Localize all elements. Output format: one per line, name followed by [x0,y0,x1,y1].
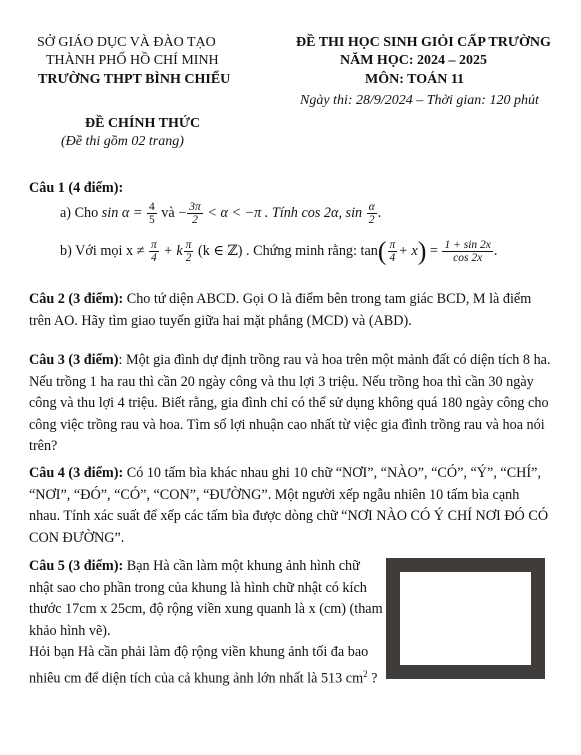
exam-date-time: Ngày thi: 28/9/2024 – Thời gian: 120 phút [300,93,539,108]
q1b-plus-k: + k [163,243,183,259]
q1a-end: . [377,205,382,221]
q4-line4: CON ĐƯỜNG”. [29,529,125,546]
q1a-sin: sin α = [101,205,143,221]
q1b-frac-pi-4 [149,239,159,264]
dept-name: SỞ GIÁO DỤC VÀ ĐÀO TẠO [37,35,216,50]
frac-num: π [389,239,396,252]
frac-den: 2 [185,252,192,265]
q4-paragraph [29,463,548,549]
q1b-condition: (k ∈ ℤ) . Chứng minh rằng: tan [197,243,378,259]
q1a-minus: − [178,205,187,221]
q1b-frac-pi-4b [388,239,398,264]
frac-num: π [185,239,192,252]
q4-line1: Có 10 tấm bìa khác nhau ghi 10 chữ “NƠI”, “NÀO”, “CÓ”, “Ý”, “CHÍ”, [123,465,541,481]
q5-line4: khảo hình vẽ). [29,622,111,639]
q5-line6: nhiêu cm để diện tích của cả khung ảnh lớn nhất là 513 cm [29,670,364,687]
q1a-and: và [161,205,175,221]
q1a-frac-4-5 [147,201,157,226]
frac-num: 4 [149,201,155,214]
q4-line3: nhau. Tính xác suất để xếp các tấm bìa được dòng chữ “NƠI NÀO CÓ Ý CHÍ NƠI ĐÓ CÓ [29,508,549,524]
q4-line2: “NƠI”, “ĐÓ”, “CÓ”, “CON”, “ĐƯỜNG”. Một người xếp ngẫu nhiên 10 tấm bìa cạnh [29,486,520,503]
q5-title: Câu 5 (3 điểm): [29,558,124,574]
official-label: ĐỀ CHÍNH THỨC [85,116,201,131]
q5-paragraph [29,556,383,690]
q1a-line [60,196,381,230]
school-name: TRƯỜNG THPT BÌNH CHIỂU [38,72,231,87]
q1b-line [60,234,497,268]
exam-title: ĐỀ THI HỌC SINH GIỎI CẤP TRƯỜNG [296,35,551,50]
q5-superscript: 2 [363,668,368,679]
q2-paragraph [29,289,531,332]
frac-den: 2 [192,214,198,227]
picture-frame-figure [386,558,545,679]
q1a-frac-3pi-2 [187,201,203,226]
frac-num: π [150,239,157,252]
q1b-end: . [493,243,498,259]
page-count: (Đề thi gồm 02 trang) [61,134,184,149]
q5-line5: Hỏi bạn Hà cần phải làm độ rộng viền khung ảnh tối đa bao [29,644,369,660]
q5-line3: thước 17cm x 25cm, độ rộng viền xung quanh là x (cm) (tham [29,601,383,617]
frac-num: 3π [189,201,201,214]
q2-title: Câu 2 (3 điểm): [29,291,124,307]
q5-line1: Bạn Hà cần làm một khung ảnh hình chữ [123,558,360,574]
frac-num: 1 + sin 2x [444,239,491,252]
q1-title: Câu 1 (4 điểm): [29,180,124,196]
frac-den: 5 [149,214,155,227]
q1b-equals: = [429,243,438,259]
q5-line6-end: ? [367,670,378,687]
q3-title: Câu 3 (3 điểm) [29,352,119,368]
q1b-frac-rhs [442,239,492,264]
subject: MÔN: TOÁN 11 [365,72,465,87]
frac-den: 2 [368,214,375,227]
q3-line2: Nếu trồng 1 ha rau thì cần 20 ngày công và thu lợi 3 triệu. Nếu trồng hoa thì cần 30 ngày [29,373,534,390]
q1a-frac-alpha-2 [367,201,377,226]
q1b-prefix: b) Với mọi x ≠ [60,243,145,259]
q1a-prefix: a) Cho [60,205,99,221]
frac-den: cos 2x [453,252,483,265]
q3-paragraph [29,350,551,458]
q2-line1: Cho tứ diện ABCD. Gọi O là điểm bên trong tam giác BCD, M là điểm [123,291,532,307]
picture-frame-inner [400,572,531,665]
q1a-inequality: < α < −π . Tính cos 2α, sin [207,205,363,221]
q1b-plus-x: + x [398,243,418,259]
q3-line5: trên? [29,438,58,454]
frac-num: α [368,201,375,214]
q3-line4: công việc trồng rau và hoa. Tìm số lợi nhuận cao nhất từ việc gia đình trồng rau và hoa nói [29,416,545,433]
q3-line3: công và thu lợi 4 triệu. Biết rằng, gia đình chỉ có thể sử dụng không quá 180 ngày công cho [29,395,549,411]
school-year: NĂM HỌC: 2024 – 2025 [340,53,487,68]
q2-line2: trên AO. Hãy tìm giao tuyến giữa hai mặt phẳng (MCD) và (ABD). [29,312,412,329]
city-name: THÀNH PHỐ HỒ CHÍ MINH [46,53,219,68]
q3-line1: : Một gia đình dự định trồng rau và hoa trên một mảnh đất có diện tích 8 ha. [118,352,551,368]
q1b-frac-pi-2 [184,239,194,264]
q5-line2: nhật sao cho phần trong của khung là hình chữ nhật có kích [29,579,367,596]
left-paren: ( [377,236,387,266]
q4-title: Câu 4 (3 điểm): [29,465,124,481]
right-paren: ) [417,236,427,266]
frac-den: 4 [389,252,396,265]
frac-den: 4 [150,252,157,265]
